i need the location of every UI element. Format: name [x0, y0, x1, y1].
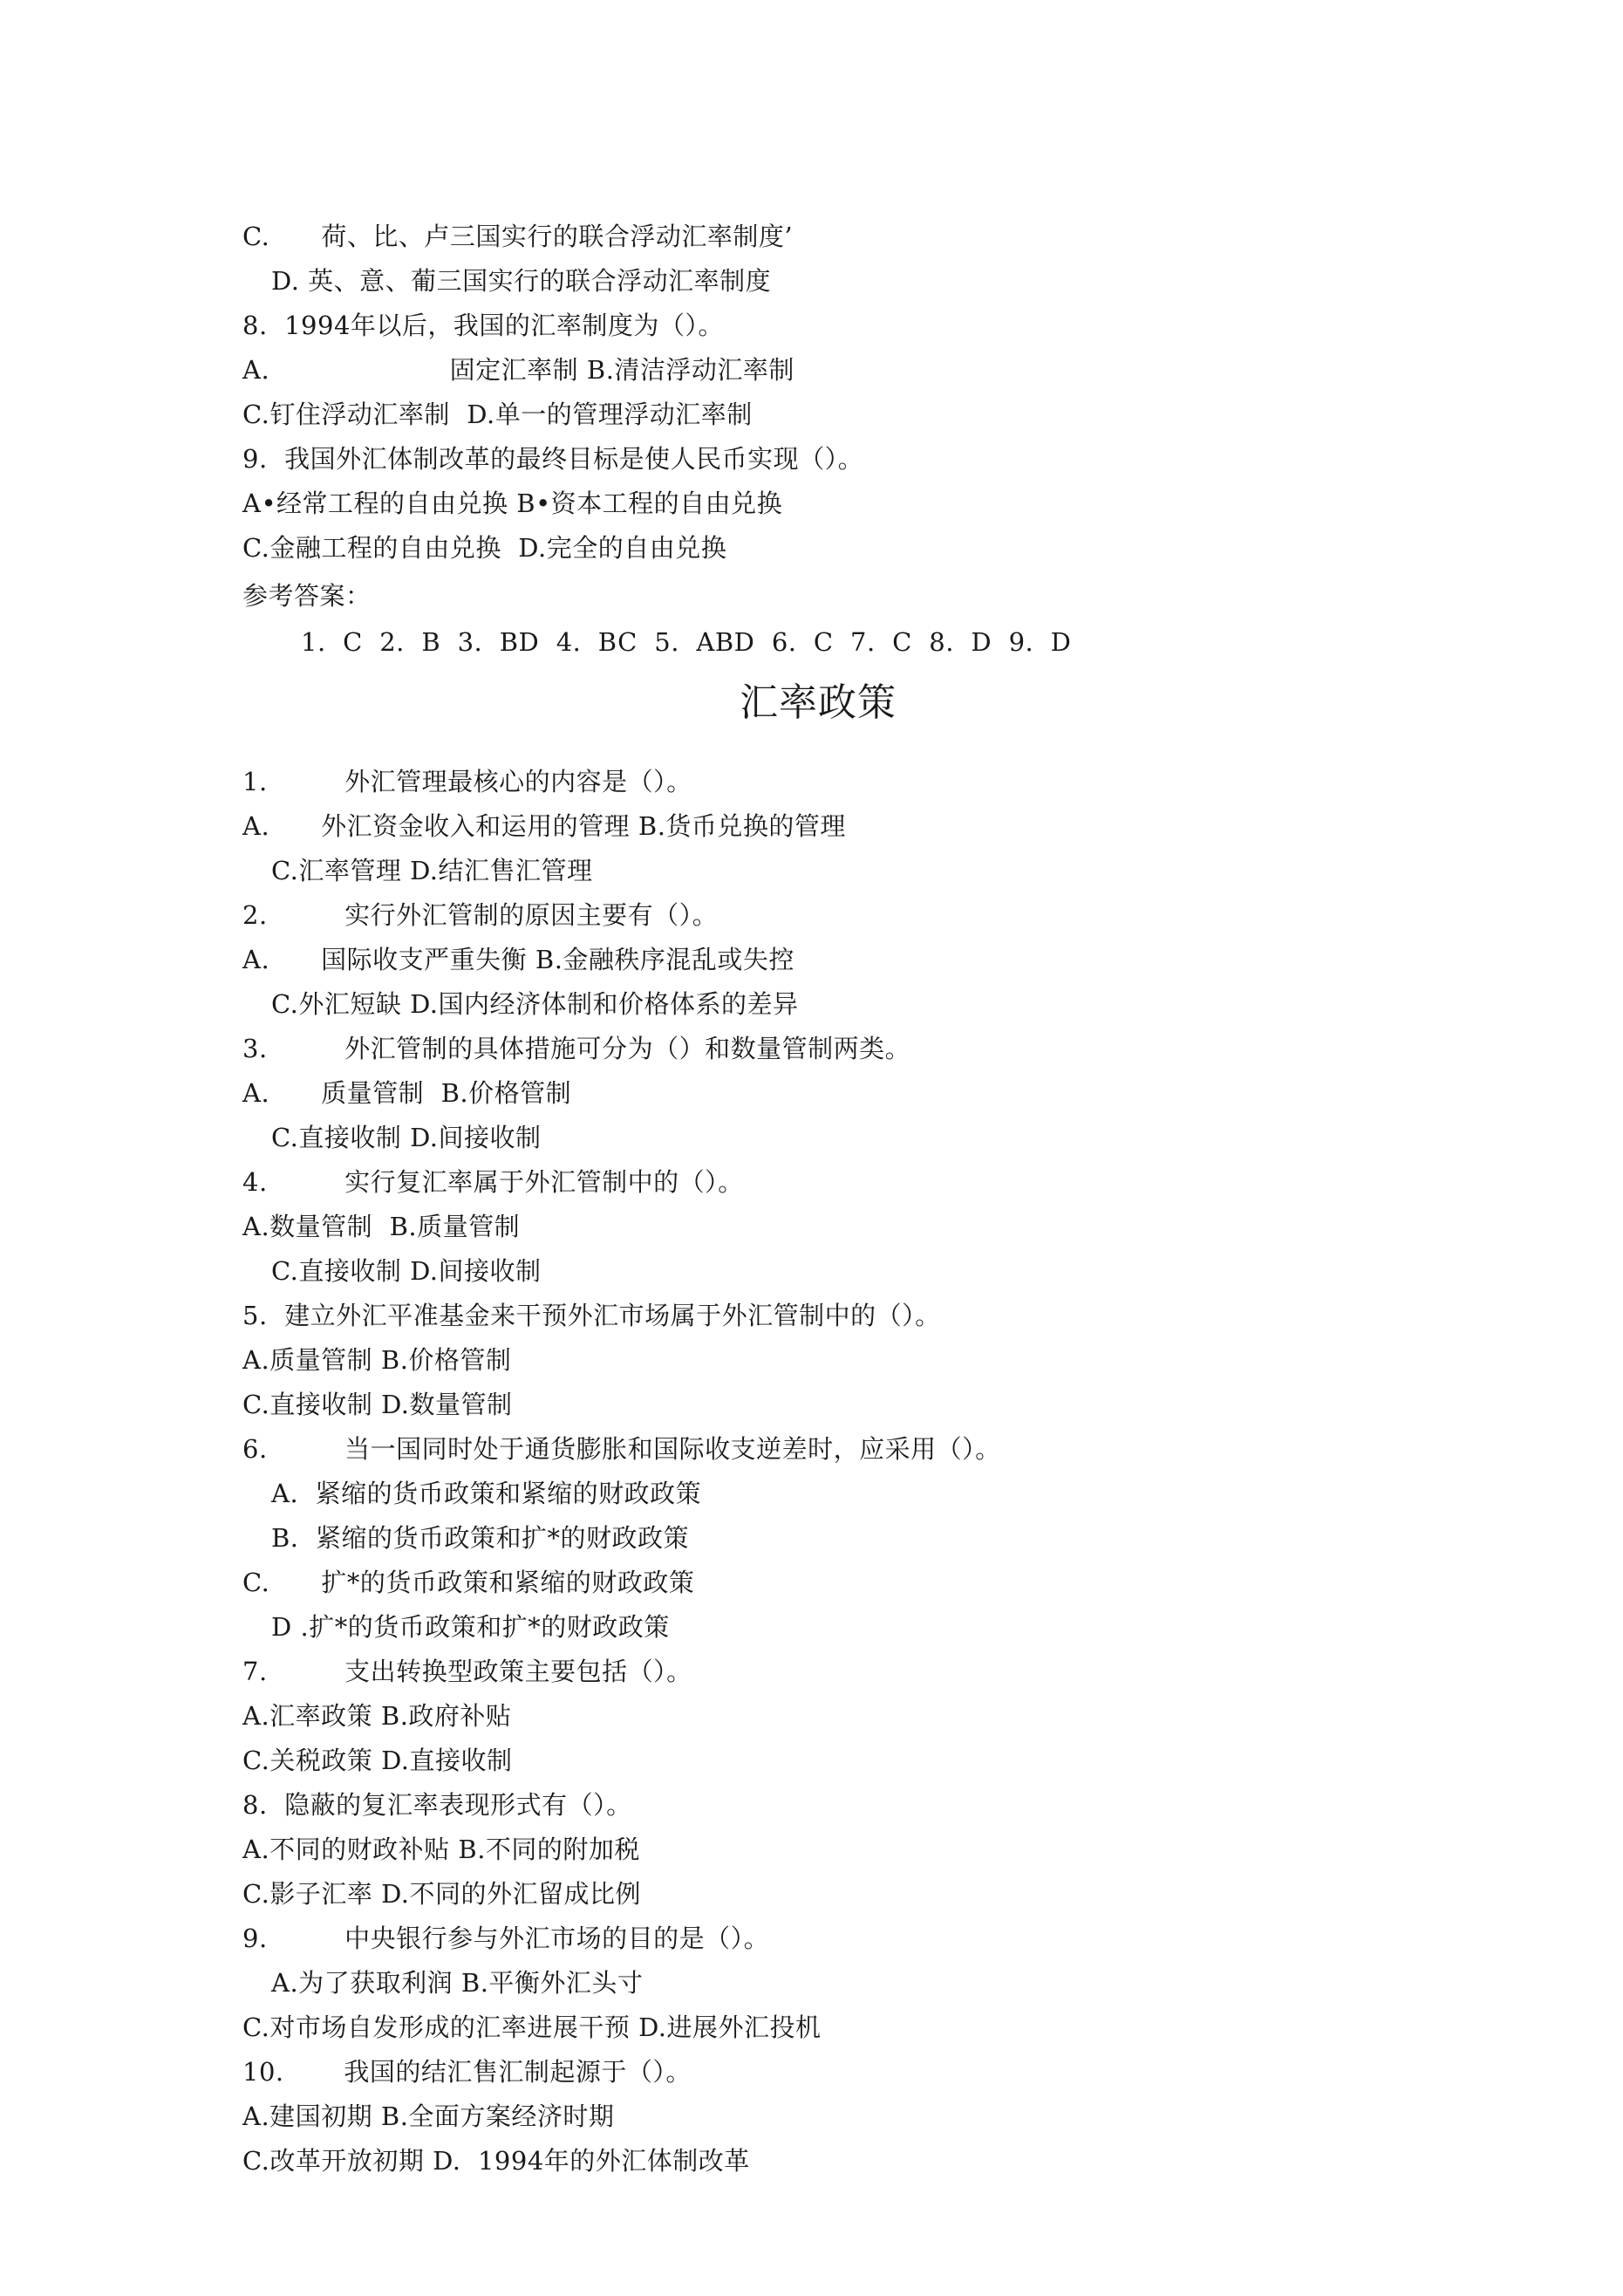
option-line: B. 紧缩的货币政策和扩*的财政政策 — [271, 1523, 689, 1553]
question-line: 3. 外汇管制的具体措施可分为（）和数量管制两类。 — [242, 1034, 911, 1063]
option-line: C.关税政策 D.直接收制 — [242, 1746, 513, 1775]
option-line: C.钉住浮动汇率制 D.单一的管理浮动汇率制 — [242, 400, 753, 429]
question-line: 9. 中央银行参与外汇市场的目的是（）。 — [242, 1924, 770, 1953]
option-line: A.为了获取利润 B.平衡外汇头寸 — [271, 1968, 644, 1998]
option-line: A. 外汇资金收入和运用的管理 B.货币兑换的管理 — [242, 811, 846, 841]
option-line: A•经常工程的自由兑换 B•资本工程的自由兑换 — [242, 489, 783, 518]
option-line: C.直接收制 D.间接收制 — [271, 1256, 542, 1286]
option-line: C. 扩*的货币政策和紧缩的财政政策 — [242, 1568, 695, 1597]
option-line: A. 质量管制 B.价格管制 — [242, 1078, 572, 1108]
question-line: 8. 1994年以后，我国的汇率制度为（）。 — [242, 311, 724, 340]
option-line: C. 荷、比、卢三国实行的联合浮动汇率制度’ — [242, 222, 794, 251]
question-line: 4. 实行复汇率属于外汇管制中的（）。 — [242, 1167, 744, 1197]
answer-key: 1. C 2. B 3. BD 4. BC 5. ABD 6. C 7. C 8. D 9. D — [301, 627, 1072, 657]
option-line: A. 紧缩的货币政策和紧缩的财政政策 — [271, 1479, 702, 1508]
option-line: C.改革开放初期 D. 1994年的外汇体制改革 — [242, 2146, 750, 2176]
option-line: A. 固定汇率制 B.清洁浮动汇率制 — [242, 355, 794, 385]
question-line: 6. 当一国同时处于通货膨胀和国际收支逆差时，应采用（）。 — [242, 1434, 1001, 1464]
option-line: A.建国初期 B.全面方案经济时期 — [242, 2101, 615, 2131]
option-line: C.金融工程的自由兑换 D.完全的自由兑换 — [242, 533, 727, 563]
question-line: 10. 我国的结汇售汇制起源于（）。 — [242, 2057, 692, 2087]
question-line: 1. 外汇管理最核心的内容是（）。 — [242, 767, 692, 796]
option-line: D. 英、意、葡三国实行的联合浮动汇率制度 — [271, 266, 772, 296]
option-line: C.直接收制 D.间接收制 — [271, 1123, 542, 1152]
question-line: 5. 建立外汇平准基金来干预外汇市场属于外汇管制中的（）。 — [242, 1301, 941, 1330]
question-line: 8. 隐蔽的复汇率表现形式有（）。 — [242, 1790, 632, 1820]
option-line: A.质量管制 B.价格管制 — [242, 1345, 512, 1375]
option-line: C.影子汇率 D.不同的外汇留成比例 — [242, 1879, 642, 1909]
option-line: A. 国际收支严重失衡 B.金融秩序混乱或失控 — [242, 945, 794, 974]
option-line: A.不同的财政补贴 B.不同的附加税 — [242, 1835, 640, 1864]
option-line: D .扩*的货币政策和扩*的财政政策 — [271, 1612, 670, 1642]
question-line: 2. 实行外汇管制的原因主要有（）。 — [242, 900, 719, 930]
section-title: 汇率政策 — [740, 680, 897, 725]
option-line: C.对市场自发形成的汇率进展干预 D.进展外汇投机 — [242, 2012, 822, 2042]
answer-key-label: 参考答案： — [242, 581, 372, 611]
question-line: 7. 支出转换型政策主要包括（）。 — [242, 1657, 692, 1686]
option-line: A.汇率政策 B.政府补贴 — [242, 1701, 512, 1731]
question-line: 9. 我国外汇体制改革的最终目标是使人民币实现（）。 — [242, 444, 864, 474]
option-line: A.数量管制 B.质量管制 — [242, 1212, 521, 1241]
option-line: C.外汇短缺 D.国内经济体制和价格体系的差异 — [271, 989, 799, 1019]
option-line: C.汇率管理 D.结汇售汇管理 — [271, 856, 593, 885]
option-line: C.直接收制 D.数量管制 — [242, 1390, 513, 1419]
